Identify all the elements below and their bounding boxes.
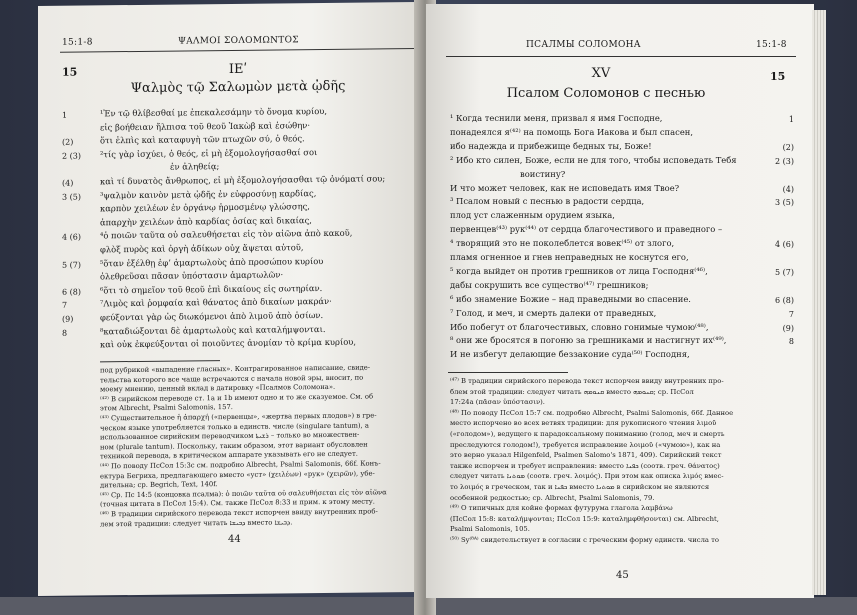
right-verse-line: Ибо побегут от благочестивых, словно гонимые чумою⁽⁴⁸⁾, [450, 321, 709, 332]
right-verse-line: ⁶ ибо знамение Божие – над праведными во спасение. [450, 293, 691, 304]
left-footnote-line: дительна; ср. Begrich, Text, 140f. [100, 480, 218, 490]
left-running-head-title: ΨΑΛΜΟΙ ΣΟΛΟΜΩΝΤΟΣ [178, 35, 299, 47]
left-footnote-line: ⁽⁴⁴⁾ По поводу ПсСол 15:3c см. подробно Albrecht, Psalmi Salomonis, 66f. Конъ- [100, 459, 381, 471]
left-footnote-line: тельства которого все чаще встречаются с начала новой эры, вносит, по [100, 373, 364, 384]
right-footnote-line: особенной редкостью; ср. Albrecht, Psalmi Salomonis, 79. [450, 493, 655, 502]
right-footnote-line: («голодом»), ведущего к парадоксальному пониманию (голод, меч и смерть [450, 430, 725, 438]
left-verse-line: ⁷Λιμὸς καὶ ῥομφαία καὶ θάνατος ἀπὸ δικαίων μακράν· [100, 296, 332, 309]
right-footnote-line: (ПсСол 15:8: καταλήμψονται; ПсСол 15:9: καταλημφθήσονται) см. Albrecht, [450, 514, 719, 523]
left-running-head-ref: 15:1-8 [62, 37, 93, 48]
right-verse-line: пламя огненное и гнев неправедных не коснутся его, [450, 252, 689, 262]
right-footnote-line: также испорчен и требует исправления: вместо ܟܦܢܐ (соотв. греч. θάνατος) [450, 461, 720, 470]
left-page-number: 44 [228, 533, 241, 546]
left-verse-number: 4 (6) [62, 232, 81, 243]
left-verse-number: (4) [62, 178, 74, 188]
right-footnote-line: то λοιμός в греческом, так и ܟܦܢܐ вместо ܡܘܬܢܐ в сирийском не являются [450, 483, 710, 491]
right-verse-number: 3 (5) [775, 198, 794, 208]
right-page-number: 45 [616, 570, 629, 581]
right-verse-number: 1 [788, 115, 794, 124]
left-footnote-line: этом Albrecht, Psalmi Salomonis, 157. [100, 403, 233, 413]
left-page [38, 2, 428, 596]
left-verse-line: εἰς βοήθειαν ἤλπισα τοῦ θεοῦ Ἰακὼβ καὶ ἐσώθην· [100, 119, 310, 132]
right-verse-number: 6 (8) [775, 295, 794, 305]
left-verse-line: ¹Ἐν τῷ θλίβεσθαί με ἐπεκαλεσάμην τὸ ὄνομα κυρίου, [100, 105, 328, 119]
left-verse-line: καὶ οὐκ ἐκφεύξονται οἱ ποιοῦντες ἀνομίαν τὸ κρίμα κυρίου, [100, 336, 357, 350]
right-verse-number: (9) [782, 323, 794, 333]
right-verse-line: И не избегут делающие беззаконие суда⁽⁵⁰⁾ Господня, [450, 349, 690, 360]
left-footnote-line: ⁽⁴²⁾ В сирийском переводе ст. 1a и 1b имеют одно и то же сказуемое. См. об [100, 392, 374, 404]
left-verse-number: 5 (7) [62, 260, 81, 270]
left-verse-number: 7 [62, 301, 68, 311]
right-verse-line: воистину? [520, 168, 566, 179]
left-footnote-line: использованное сирийским переводчиком ܪܫܝܬܐ – только во множествен- [100, 430, 360, 442]
right-running-head-title: ПСАЛМЫ СОЛОМОНА [526, 40, 641, 50]
left-verse-number: 8 [62, 328, 68, 338]
right-running-head-ref: 15:1-8 [756, 40, 787, 50]
right-footnote-line: блем этой традиции: следует читать ܩܢܘܡܗ вместо ܩܢܘܡܗ; ср. ПсСол [450, 387, 694, 396]
right-verse-line: плод уст слаженным орудием языка, [450, 210, 615, 221]
right-verse-number: 8 [788, 337, 794, 347]
left-footnote-rule [100, 360, 220, 362]
left-verse-line: ὅτι ἐλπὶς καὶ καταφυγὴ τῶν πτωχῶν σύ, ὁ θεός. [100, 133, 305, 146]
left-footnote-line: лем этой традиции: следует читать ܕܒܝܫܐ вместо ܕܒܝܫܐ. [100, 517, 293, 528]
left-verse-line: ἐν ἀληθείᾳ; [170, 161, 220, 173]
left-verse-number: 1 [62, 110, 68, 120]
right-verse-line: ³ Псалом новый с песнью в радости сердца, [450, 196, 645, 207]
right-verse-line: И что может человек, как не исповедать имя Твое? [450, 182, 680, 193]
right-footnote-line: ⁽⁴⁸⁾ По поводу ПсСол 15:7 см. подробно Albrecht, Psalmi Salomonis, 66f. Данное [450, 408, 734, 417]
left-psalm-title: Ψαλμὸς τῷ Σαλωμὼν μετὰ ᾠδῆς [130, 78, 346, 97]
left-footnote-line: ческом языке употребляется только в единств. числе (singulare tantum), а [100, 421, 369, 432]
left-verse-number: (9) [62, 314, 74, 324]
right-psalm-number: 15 [770, 70, 786, 83]
right-verse-line: ⁸ они же бросятся в погоню за грешниками и настигнут их⁽⁴⁹⁾, [450, 335, 727, 346]
left-verse-line: ³ψαλμὸν καινὸν μετὰ ᾠδῆς ἐν εὐφροσύνῃ καρδίας, [100, 187, 317, 200]
right-roman-numeral: XV [591, 66, 611, 81]
right-footnote-line: ⁽⁵⁰⁾ Sy⁽⁸ᴬ⁾ свидетельствует в согласии с греческим форму единств. числа то [450, 536, 719, 544]
right-verse-line: ибо надежда и прибежище бедных ты, Боже! [450, 140, 652, 151]
left-verse-line: ⁴ὁ ποιῶν ταῦτα οὐ σαλευθήσεται εἰς τὸν αἰῶνα ἀπὸ κακοῦ, [100, 228, 353, 241]
right-verse-line: ¹ Когда теснили меня, призвал я имя Господне, [450, 113, 663, 123]
right-verse-line: ⁴ творящий это не поколеблется вовек⁽⁴⁵⁾ от злого, [450, 238, 675, 249]
left-verse-number: 3 (5) [62, 192, 81, 202]
left-verse-line: ἀπαρχὴν χειλέων ἀπὸ καρδίας ὁσίας καὶ δικαίας, [100, 214, 312, 228]
left-header-rule [60, 48, 416, 53]
left-verse-number: 6 (8) [62, 287, 81, 297]
right-fore-edge [812, 10, 826, 595]
right-footnote-line: 17:24a (πᾶσαν ὑπόστασιν). [450, 398, 545, 407]
right-footnote-line: преследуются голодом!), требуется исправление λοιμοῦ («чумою»), как на [450, 440, 721, 449]
right-verse-number: (4) [782, 184, 794, 194]
left-footnote-line: ⁽⁴⁶⁾ В традиции сирийского перевода текст испорчен ввиду внутренних проб- [100, 507, 378, 519]
left-verse-number: 2 (3) [62, 151, 81, 161]
right-verse-number: (2) [782, 142, 794, 152]
right-footnote-line: ⁽⁴⁹⁾ О типичных для койне формах футурума глагола λαμβάνω [450, 504, 673, 513]
right-verse-line: ² Ибо кто силен, Боже, если не для того, чтобы исповедать Тебя [450, 154, 737, 165]
left-psalm-number: 15 [62, 65, 78, 79]
right-footnote-line: следует читать ܡܘܬܢܐ (соотв. греч. λοιμός). При этом как описка λιμός вмес- [450, 472, 724, 481]
left-verse-line: φεύξονται γὰρ ὡς διωκόμενοι ἀπὸ λιμοῦ ἀπὸ ὁσίων. [100, 310, 324, 323]
right-footnote-line: это верно указал Hilgenfeld, Psalmen Salomo's 1871, 409). Сирийский текст [450, 451, 722, 460]
right-footnote-line: ⁽⁴⁷⁾ В традиции сирийского перевода текст испорчен ввиду внутренних про- [450, 377, 724, 385]
right-verse-number: 5 (7) [775, 267, 794, 277]
left-verse-line: ²τίς γὰρ ἰσχύει, ὁ θεός, εἰ μὴ ἐξομολογήσασθαί σοι [100, 146, 318, 160]
right-verse-line: ⁷ Голод, и меч, и смерть далеки от праведных, [450, 307, 657, 318]
right-footnote-line: место испорчено во всех ветвях традиции: для рукописного чтения λιμοῦ [450, 419, 717, 428]
left-footnote-line: ном (plurale tantum). Поскольку, таким образом, этот вариант обусловлен [100, 440, 368, 452]
left-footnote-line: ⁽⁴³⁾ Существительное ἡ ἀπαρχή («первенцы», «жертва первых плодов») в гре- [100, 411, 377, 423]
left-verse-line: φλὸξ πυρὸς καὶ ὀργὴ ἀδίκων οὐχ ἅψεται αὐτοῦ, [100, 242, 304, 255]
left-verse-line: καρπὸν χειλέων ἐν ὀργάνῳ ἡρμοσμένῳ γλώσσης, [100, 201, 310, 214]
left-footnote-line: под рубрикой «выпадение гласных». Контрагированное написание, свиде- [100, 363, 371, 375]
left-verse-line: ⁵ὅταν ἐξέλθῃ ἐφ’ ἁμαρτωλοὺς ἀπὸ προσώπου κυρίου [100, 255, 324, 268]
left-footnote-line: техникой перевода, в критическом аппарате указывать его не следует. [100, 450, 358, 461]
right-verse-line: первенцев⁽⁴³⁾ рук⁽⁴⁴⁾ от сердца благочестивого и праведного – [450, 224, 723, 235]
left-verse-line: ⁸καταδιώξονται δὲ ἁμαρτωλοὺς καὶ καταλήμψονται. [100, 323, 326, 336]
right-verse-line: понадеялся я⁽⁴²⁾ на помощь Бога Иакова и был спасен, [450, 126, 694, 137]
right-verse-number: 4 (6) [775, 240, 794, 250]
left-verse-line: ὀλεθρεῦσαι πᾶσαν ὑπόστασιν ἁμαρτωλῶν· [100, 269, 284, 282]
left-verse-line: ⁶ὅτι τὸ σημεῖον τοῦ θεοῦ ἐπὶ δικαίους εἰς σωτηρίαν. [100, 282, 323, 296]
right-page [426, 4, 814, 598]
left-footnote-line: ектура Бегриха, предлагающего вместо «уст» (χειλέων) «рук» (χειρῶν), убе- [100, 469, 375, 480]
left-footnote-line: моему мнению, ценный вклад в датировку «Псалмов Соломона». [100, 383, 336, 394]
right-footnote-rule [448, 372, 568, 373]
left-verse-line: καὶ τί δυνατὸς ἄνθρωπος, εἰ μὴ ἐξομολογήσασθαι τῷ ὀνόματί σου; [100, 173, 386, 187]
right-header-rule [446, 56, 796, 57]
left-footnote-line: ⁽⁴⁵⁾ Ср. Пс 14:5 (концовка псалма): ὁ ποιῶν ταῦτα οὐ σαλευθήσεται εἰς τὸν αἰῶνα [100, 488, 387, 500]
right-verse-line: дабы сокрушить все существо⁽⁴⁷⁾ грешников; [450, 279, 649, 290]
right-verse-number: 2 (3) [775, 156, 794, 166]
left-greek-numeral: ΙΕʹ [228, 61, 248, 78]
right-psalm-title: Псалом Соломонов с песнью [506, 86, 706, 101]
left-verse-number: (2) [62, 137, 74, 147]
right-footnote-line: Psalmi Salomonis, 105. [450, 525, 530, 534]
left-footnote-line: (точная цитата в ПсСол 15:4). См. также ПсСол 8:33 и прим. к этому месту. [100, 497, 375, 509]
right-verse-line: ⁵ когда выйдет он против грешников от лица Господня⁽⁴⁶⁾, [450, 265, 708, 276]
right-verse-number: 7 [788, 309, 794, 319]
